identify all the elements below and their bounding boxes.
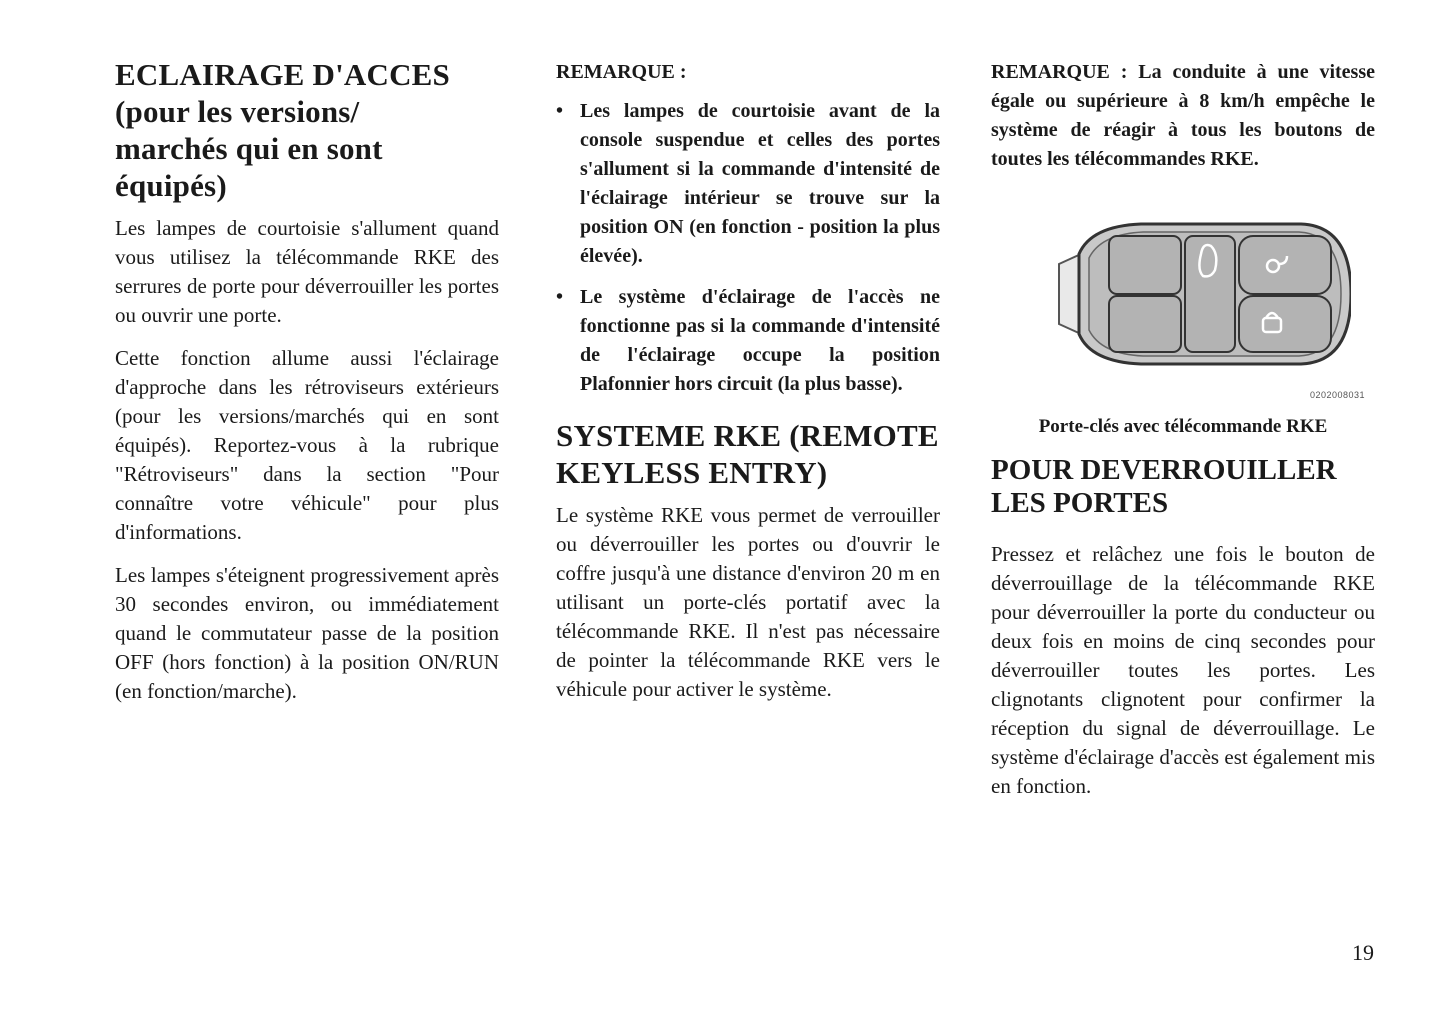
heading-line-3: marchés qui en sont [115, 131, 383, 166]
paragraph-approach-lighting: Cette fonction allume aussi l'éclairage d'approche dans les rétroviseurs extérieurs (pour les versions/marchés qui en sont équipés). Reportez-vous à la rubrique "Rétroviseurs" dans la section "Pour connaître votre véhicule" pour plus d'informations. [115, 346, 499, 544]
paragraph-rke-system: Le système RKE vous permet de verrouiller ou déverrouiller les portes ou d'ouvrir le coffre jusqu'à une distance d'environ 20 m en utilisant un porte-clés portatif avec la télécommande RKE. Il n'est pas nécessaire de pointer la télécommande RKE vers le véhicule pour activer le système. [556, 503, 940, 701]
figure-code: 0202008031 [1309, 390, 1365, 400]
column-right [991, 56, 1375, 815]
section-heading-eclairage [115, 56, 499, 204]
section-heading-rke: SYSTEME RKE (REMOTE KEYLESS ENTRY) [556, 418, 939, 490]
paragraph-lamps-fade: Les lampes s'éteignent progressivement après 30 secondes environ, ou immédiatement quand le commutateur passe de la position OFF (hors fonction) à la position ON/RUN (en fonction/marche). [115, 563, 499, 703]
bullet-icon: • [556, 100, 564, 122]
key-fob-icon [1051, 214, 1351, 374]
heading-line-2: (pour les versions/ [115, 94, 360, 129]
key-fob-figure [1051, 214, 1365, 404]
column-middle [556, 56, 940, 718]
bullet-icon: • [556, 286, 564, 308]
remark-item [556, 97, 940, 271]
paragraph-courtesy-lamps: Les lampes de courtoisie s'allument quand vous utilisez la télécommande RKE des serrures de porte pour déverrouiller les portes ou ouvrir une porte. [115, 216, 499, 327]
remark-item-text: Les lampes de courtoisie avant de la console suspendue et celles des portes s'allument si la commande d'intensité de l'éclairage intérieur se trouve sur la position ON (en fonction - position la plus élevée). [580, 100, 940, 267]
paragraph-unlock-doors: Pressez et relâchez une fois le bouton de déverrouillage de la télécommande RKE pour déverrouiller la porte du conducteur ou deux fois en moins de cinq secondes pour déverrouiller toutes les portes. Les clignotants clignotent pour confirmer la réception du signal de déverrouillage. Le système d'éclairage d'accès est également mis en fonction. [991, 542, 1375, 798]
section-heading-unlock: POUR DEVERROUILLER LES PORTES [991, 454, 1337, 519]
remark-label: REMARQUE : [556, 61, 687, 83]
remark-speed: REMARQUE : La conduite à une vitesse égale ou supérieure à 8 km/h empêche le système de réagir à tous les boutons de toutes les télécommandes RKE. [991, 61, 1375, 170]
figure-caption: Porte-clés avec télécommande RKE [1038, 416, 1328, 437]
remark-list [556, 97, 940, 399]
column-left [115, 56, 499, 720]
remark-item [556, 283, 940, 399]
heading-line-4: équipés) [115, 168, 227, 203]
page-number: 19 [1352, 940, 1374, 965]
heading-line-1: ECLAIRAGE D'ACCES [115, 57, 450, 92]
remark-item-text: Le système d'éclairage de l'accès ne fonctionne pas si la commande d'intensité de l'éclairage occupe la position Plafonnier hors circuit (la plus basse). [580, 286, 940, 395]
